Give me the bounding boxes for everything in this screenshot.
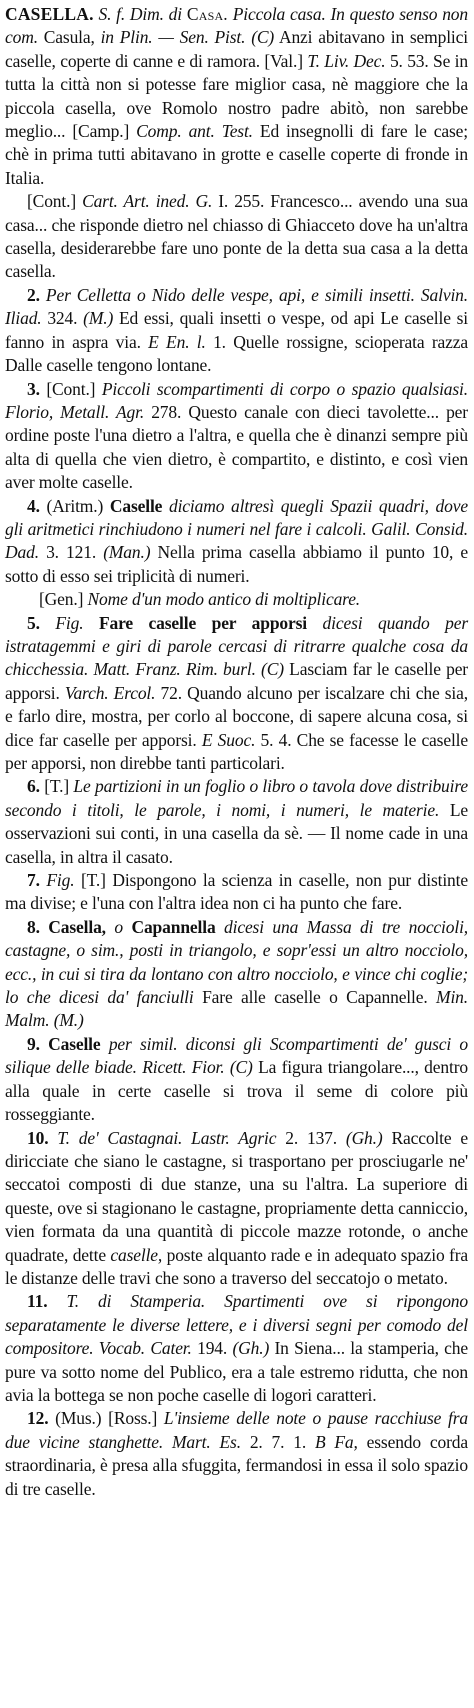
sense-number: 10. — [27, 1127, 49, 1148]
definition: dicesi quando per istratagemmi e giri di parole cercasi di ritrarre qualche cosa da chicchessia. Matt. Franz. Rim. burl. — [5, 612, 468, 680]
sense-number: 8. — [27, 916, 40, 937]
grammar-casa: Casa. — [186, 4, 228, 24]
fig-label: Fig. — [46, 870, 75, 891]
definition: diciamo altresì quegli Spazii quadri, dove gli aritmetici rinchiudono i numeri nel fare i calcoli. Galil. Consid. Dad. — [5, 495, 468, 563]
sense-gen — [5, 588, 468, 611]
source: E En. l. — [148, 331, 206, 352]
sense-4 — [5, 495, 468, 589]
fig-label: Fig. — [55, 612, 84, 633]
sense-3 — [5, 378, 468, 495]
definition: Per Celletta o Nido delle vespe, api, e simili insetti. — [45, 284, 415, 305]
quote: Lasciam far le caselle per apporsi. — [5, 659, 468, 703]
sense-head: Fare caselle per apporsi — [98, 612, 307, 633]
quote: Raccolte e diricciate che siano le castagne, si trasportano per prosciugarle ne' seccatoi composti di due stanze, una su l'altra. La superiore di queste, ove si stagionano le castagne, propriamente detta canniccio, vien formata da una quantità di piccole mazze rotonde, o anche quadrate, dette — [5, 1127, 468, 1265]
sense-5 — [5, 612, 468, 776]
sense-head: Caselle — [48, 1033, 101, 1054]
lead-tag: [T.] — [80, 870, 106, 891]
conjunction: o — [114, 916, 123, 937]
headword: CASELLA. — [5, 4, 94, 24]
sense-number: 5. — [27, 612, 40, 633]
definition: Nome d'un modo antico di moltiplicare. — [87, 589, 361, 610]
sense-number: 12. — [27, 1408, 49, 1429]
source: Cart. Art. ined. G. — [82, 191, 213, 212]
quote: poste alquanto rade e in adequato spazio fra le distanze delle travi che sono a traverso del seccatojo o metato. — [5, 1244, 468, 1288]
sense-number: 11. — [27, 1291, 48, 1312]
text: 2. 7. 1. — [249, 1431, 307, 1452]
entry-paragraph — [5, 3, 468, 190]
source: (Man.) — [103, 542, 151, 563]
sense-number: 4. — [27, 495, 40, 516]
quote: 5. 53. Se in tutta la città non si potesse fare miglior casa, nè maggiore che la piccola casella, ove Romolo nostro padre abitò, non sarebbe meglio... [Camp.] — [5, 50, 468, 142]
quote: 72. Quando alcuno per iscalzare chi che sia, e farlo dire, mostra, per corlo al boccone, di sapere alcuna cosa, si dice far caselle per apporsi. — [5, 682, 468, 750]
quote: Fare alle caselle o Capannelle. — [202, 987, 428, 1008]
definition: Piccola casa. In questo senso non com. — [5, 4, 468, 48]
definition: T. de' Castagnai. Lastr. Agric — [57, 1127, 277, 1148]
sense-2 — [5, 284, 468, 378]
emphasis: B Fa, — [314, 1431, 358, 1452]
source: E Suoc. — [201, 729, 256, 750]
definition: per simil. diconsi gli Scompartimenti de' gusci o silique delle biade. Ricett. Fior. — [5, 1033, 468, 1078]
source: T. Liv. Dec. — [307, 50, 386, 71]
lead-tag: [T.] — [44, 776, 70, 797]
sense-number: 7. — [27, 870, 40, 891]
sense-number: 3. — [27, 378, 40, 399]
quote: Le osservazioni sui conti, in una casella da sè. — Il nome cade in una casella, in altra il casato. — [5, 799, 468, 867]
sense-7 — [5, 869, 468, 916]
sense-head: Capannella — [131, 916, 216, 937]
lead-tag: (Aritm.) — [46, 495, 104, 516]
text: 2. 137. — [285, 1127, 337, 1148]
source: Comp. ant. Test. — [136, 121, 253, 142]
quote: 1. Quelle rossigne, scioperata razza Dalle caselle tengono lontane. — [5, 331, 468, 376]
quote: 278. Questo canale con dieci tavolette... per ordine poste l'una dietro a l'altra, e quella che è dinanzi sempre più alta di quella che vien dietro, è compartito, e distinto, e così vien aver molte caselle. — [5, 401, 468, 493]
source: (C) — [261, 659, 284, 680]
quote: Nella prima casella abbiamo il punto 10, e sotto di esso sei triplicità di numeri. — [5, 542, 469, 586]
source: Varch. Ercol. — [64, 682, 156, 703]
source: Min. Malm. — [5, 987, 468, 1031]
sense-8 — [5, 916, 468, 1033]
source: (C) — [229, 1057, 253, 1078]
definition: Le partizioni in un foglio o libro o tavola dove distribuire secondo i titoli, le parole, i nomi, i numeri, le materie. — [5, 776, 468, 820]
lead-tag: [Cont.] — [46, 378, 96, 399]
quote: 5. 4. Che se facesse le caselle per apporsi, non direbbe tanti particolari. — [5, 729, 468, 773]
quote: Ed essi, quali insetti o vespe, od api Le caselle si fanno in aspra via. — [5, 308, 468, 352]
source: (Gh.) — [232, 1338, 270, 1359]
definition: Piccoli scompartimenti di corpo o spazio qualsiasi. Florio, Metall. Agr. — [5, 378, 468, 422]
lead-tag: [Gen.] — [39, 589, 84, 610]
emphasis: caselle, — [110, 1244, 163, 1265]
sense-number: 6. — [27, 776, 40, 797]
text: 194. — [197, 1338, 228, 1359]
source: (M.) — [53, 1010, 84, 1031]
text: 3. 121. — [46, 542, 97, 563]
source: (Gh.) — [345, 1127, 383, 1148]
definition: dicesi una Massa di tre noccioli, castagne, o sim., posti in triangolo, e sopr'essi un altro nocciolo, ecc., in cui si tira da lontano con altro nocciolo, e vince chi coglie; lo che dicesi da' fanciulli — [5, 916, 469, 1008]
continuation-paragraph — [5, 190, 468, 284]
definition: T. di Stamperia. Spartimenti ove si ripongono separatamente le diverse lettere, e i diversi segni per comodo del compositore. Vocab. Cater. — [5, 1291, 468, 1359]
quote: essendo corda straordinaria, è presa alla sfuggita, fermandosi in essa il solo spazio di tre caselle. — [5, 1431, 468, 1499]
sense-9 — [5, 1033, 468, 1127]
sense-head: Casella, — [48, 916, 106, 937]
quote: Anzi abitavano in semplici caselle, coperte di canne e di ramora. [Val.] — [5, 27, 468, 71]
quote: In Siena... la stamperia, che pure va sotto nome del Publico, era a tale estremo ridutta, che non avia la bottega se non poche caselle di logori caratteri. — [5, 1338, 468, 1405]
sense-6 — [5, 775, 468, 869]
quote: Dispongono la scienza in caselle, non pur distinte ma divise; e l'una con l'altra idea non ci ha punto che fare. — [5, 870, 468, 914]
source: in Plin. — Sen. Pist. (C) — [100, 27, 275, 48]
text: 324. — [47, 308, 78, 329]
lead-tag: (Mus.) [Ross.] — [55, 1408, 158, 1429]
quote: I. 255. Francesco... avendo una sua casa... che risponde dietro nel chiasso di Ghiacceto dove ha un'altra casella, desiderarebbe fare uno ponte de la detta sua casa a la detta casella. — [5, 191, 468, 282]
grammar-di: di — [168, 4, 182, 24]
sense-12 — [5, 1407, 468, 1501]
source: (M.) — [83, 308, 114, 329]
sense-10 — [5, 1127, 468, 1291]
source: Salvin. Iliad. — [5, 284, 468, 329]
sense-number: 9. — [27, 1033, 40, 1054]
sense-head: Caselle — [109, 495, 163, 516]
lead-tag: [Cont.] — [27, 191, 77, 212]
text: Casula, — [43, 27, 95, 48]
grammar-label: S. f. Dim. — [98, 4, 164, 24]
sense-11 — [5, 1290, 468, 1407]
quote: Ed insegnolli di fare le case; chè in prima tutti abitavano in grotte e caselle coperte di fronde in Italia. — [5, 121, 468, 188]
quote: La figura triangolare..., dentro alla quale in certe caselle si trova il seme di colore più rosseggiante. — [5, 1057, 468, 1125]
definition: L'insieme delle note o pause racchiuse fra due vicine stanghette. Mart. Es. — [5, 1408, 468, 1452]
sense-number: 2. — [27, 284, 40, 305]
